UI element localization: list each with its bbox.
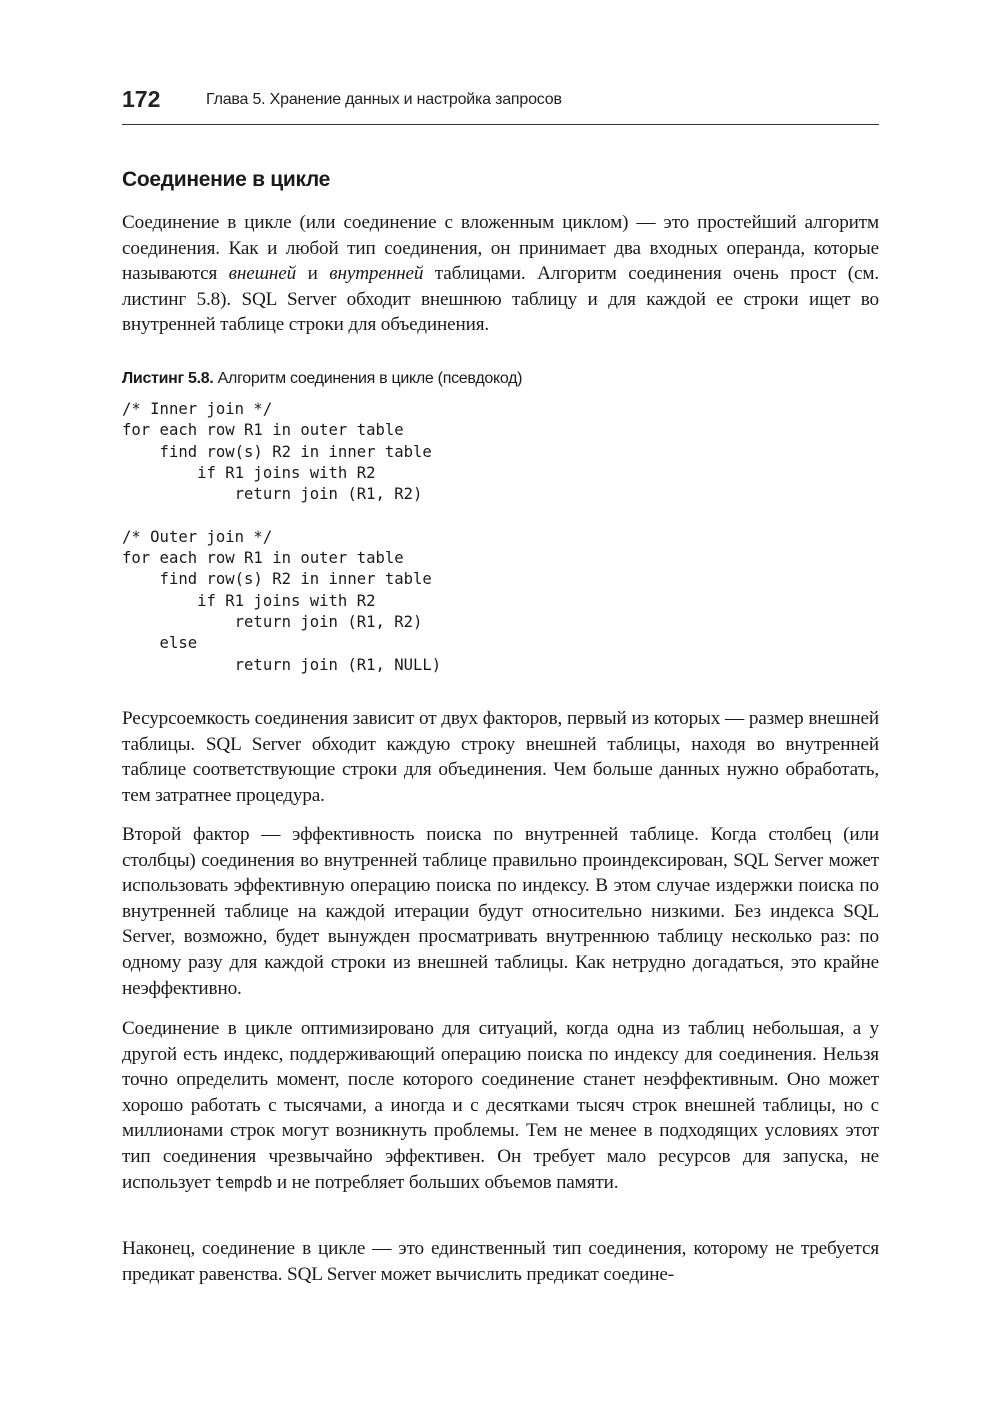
section-title: Соединение в цикле [122, 168, 331, 191]
page-header [122, 84, 879, 125]
pseudocode-listing: /* Inner join */ for each row R1 in outer table find row(s) R2 in inner table if R1 joins with R2 return join (R1, R2) /* Outer join */ for each row R1 in outer table find row(s) R2 in inner table if R1 joins with R2 return join (R1, R2) else return join (R1, NULL) [122, 400, 442, 674]
paragraph-second-factor: Второй фактор — эффективность поиска по внутренней таблице. Когда столбец (или столбцы) соединения во внутренней таблице правильно проиндексирован, SQL Server может использовать эффективную операцию поиска по индексу. В этом случае издержки поиска по внутренней таблице на каждой итерации будут относительно низкими. Без индекса SQL Server, возможно, будет вынужден просматривать внутреннюю таблицу несколько раз: по одному разу для каждой строки из внешней таблицы. Как нетрудно догадаться, это крайне неэффективно. [122, 824, 879, 999]
term-inner: внутренней [329, 263, 424, 285]
paragraph-optimization [122, 1016, 879, 1195]
intro-paragraph [122, 210, 879, 338]
paragraph-equality-predicate: Наконец, соединение в цикле — это единственный тип соединения, которому не требуется предикат равенства. SQL Server может вычислить предикат соедине- [122, 1238, 879, 1285]
optimization-text-1: Соединение в цикле оптимизировано для ситуаций, когда одна из таблиц небольшая, а у другой есть индекс, поддерживающий операцию поиска по индексу для соединения. Нельзя точно определить момент, после которого соединение станет неэффективным. Оно может хорошо работать с тысячами, а иногда и с десятками тысяч строк внешней таблицы, но с миллионами строк могут возникнуть проблемы. Тем не менее в подходящих условиях этот тип соединения чрезвычайно эффективен. Он требует мало ресурсов для запуска, не использует [122, 1018, 879, 1193]
term-outer: внешней [228, 263, 297, 285]
intro-text-3: таблицами. Алгоритм соединения очень прост (см. листинг 5.8). SQL Server обходит внешнюю таблицу и для каждой ее строки ищет во внутренней таблице строки для объединения. [122, 263, 879, 336]
page-number: 172 [122, 86, 161, 112]
intro-text-1: Соединение в цикле (или соединение с вложенным циклом) — это простейший алгоритм соединения. Как и любой тип соединения, он принимает два входных операнда, которые называются [122, 212, 879, 285]
running-title: Глава 5. Хранение данных и настройка запросов [206, 91, 562, 108]
paragraph-cost: Ресурсоемкость соединения зависит от двух факторов, первый из которых — размер внешней таблицы. SQL Server обходит каждую строку внешней таблицы, находя во внутренней таблице соответствующие строки для объединения. Чем больше данных нужно обработать, тем затратнее процедура. [122, 708, 879, 806]
optimization-text-2: и не потребляет больших объемов памяти. [272, 1171, 619, 1193]
listing-caption [122, 370, 522, 388]
listing-label: Листинг 5.8. [122, 370, 214, 387]
listing-title: Алгоритм соединения в цикле (псевдокод) [217, 370, 523, 387]
tempdb-code: tempdb [215, 1172, 273, 1192]
intro-text-2: и [296, 263, 330, 285]
